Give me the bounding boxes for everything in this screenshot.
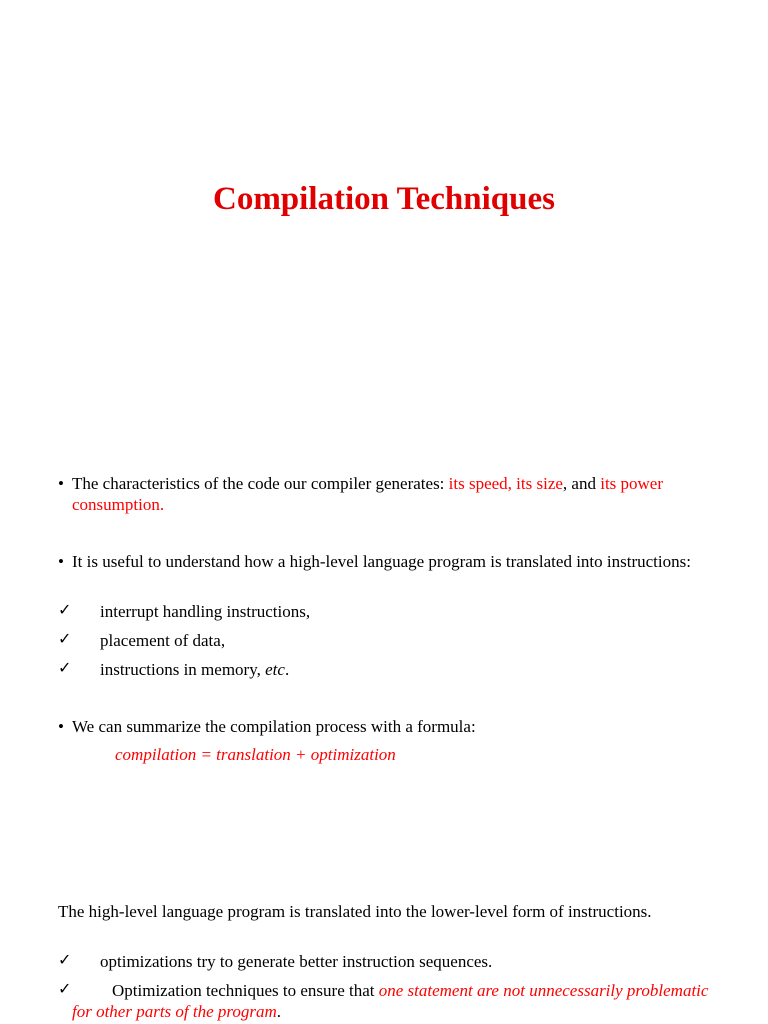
bullet-text-suffix: . <box>159 495 165 514</box>
check-item-techniques <box>58 980 718 1022</box>
bullet-item-formula <box>58 716 708 737</box>
check-text-prefix: Optimization techniques to ensure that <box>112 981 379 1000</box>
bullet-icon: • <box>58 717 64 736</box>
highlight-problematic: one statement are not unnecessarily problematic for other parts of the program <box>72 981 709 1021</box>
check-icon: ✓ <box>58 629 72 648</box>
page-title: Compilation Techniques <box>212 181 556 217</box>
bullet-text-mid: , and <box>562 474 601 493</box>
bullet-text: We can summarize the compilation process with a formula: <box>72 717 476 736</box>
check-text-suffix: . <box>276 1002 282 1021</box>
check-item-interrupt <box>58 601 718 622</box>
check-icon: ✓ <box>58 600 72 619</box>
check-icon: ✓ <box>58 658 72 677</box>
bullet-text-prefix: The characteristics of the code our compiler generates: <box>72 474 449 493</box>
check-icon: ✓ <box>58 979 72 998</box>
check-text: placement of data, <box>100 631 226 650</box>
check-text: optimizations try to generate better instruction sequences. <box>100 952 493 971</box>
check-item-memory <box>58 659 718 680</box>
check-item-placement <box>58 630 718 651</box>
check-item-optimizations <box>58 951 718 972</box>
check-icon: ✓ <box>58 950 72 969</box>
bullet-icon: • <box>58 552 64 571</box>
check-text: interrupt handling instructions, <box>100 602 311 621</box>
highlight-speed-size: its speed, its size <box>448 474 563 493</box>
paragraph-translation: The high-level language program is translated into the lower-level form of instructions. <box>58 902 652 921</box>
highlight-power: its power consumption <box>72 474 664 514</box>
formula: compilation = translation + optimization <box>115 745 396 764</box>
check-text-suffix: . <box>284 660 290 679</box>
bullet-text <box>72 473 708 515</box>
bullet-item-characteristics <box>58 473 708 515</box>
check-text-main: instructions in memory, <box>100 660 266 679</box>
check-text <box>100 659 718 680</box>
bullet-icon: • <box>58 474 64 493</box>
check-text <box>72 980 718 1022</box>
check-text-etc: etc <box>265 660 285 679</box>
bullet-text: It is useful to understand how a high-level language program is translated into instructions: <box>72 552 691 571</box>
bullet-item-translation <box>58 551 708 572</box>
